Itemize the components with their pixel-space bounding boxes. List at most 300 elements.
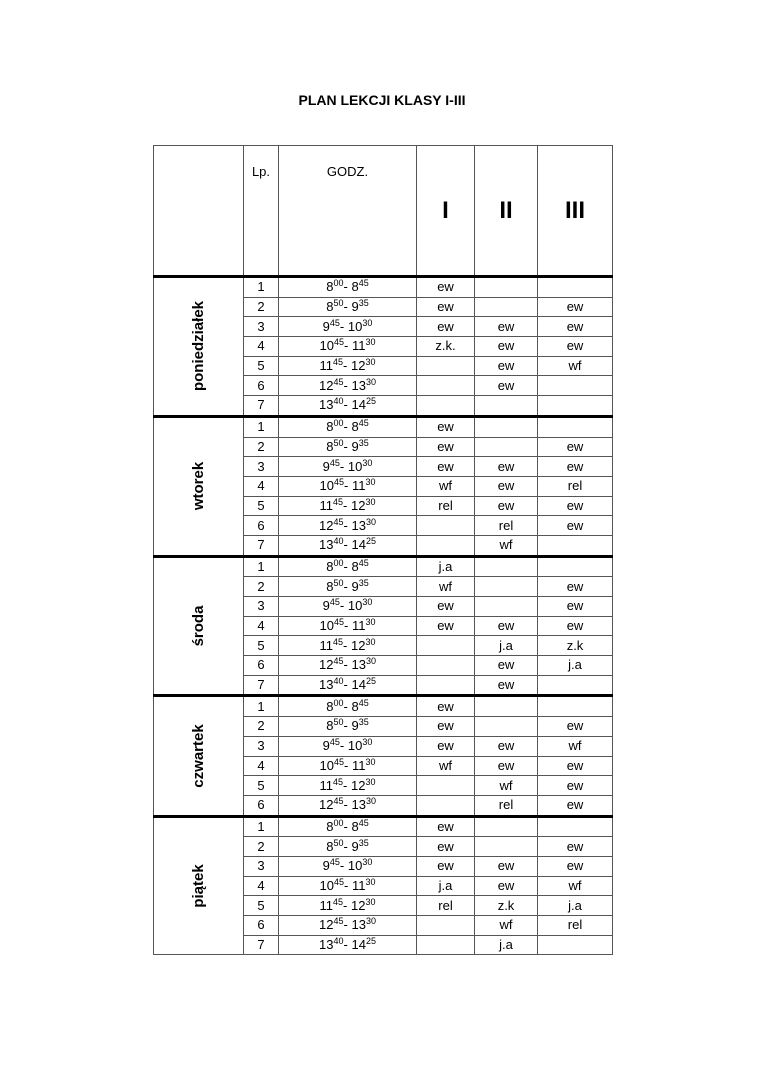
class-1-subject <box>417 935 475 955</box>
class-3-subject: ew <box>538 577 613 597</box>
class-3-subject: ew <box>538 457 613 477</box>
time-eh: 8 <box>351 698 359 714</box>
time-sh: 10 <box>319 877 334 893</box>
class-2-subject: ew <box>475 337 538 357</box>
lesson-number: 1 <box>244 696 279 717</box>
time-sm: 45 <box>329 457 340 468</box>
lesson-time <box>279 416 417 437</box>
lesson-time <box>279 935 417 955</box>
class-1-subject: ew <box>417 837 475 857</box>
lesson-time <box>279 476 417 496</box>
class-2-subject: ew <box>475 656 538 676</box>
time-sh: 9 <box>322 458 330 474</box>
class-1-subject: wf <box>417 756 475 776</box>
time-sep: - <box>344 618 352 634</box>
lesson-time <box>279 577 417 597</box>
table-row <box>154 556 613 577</box>
lesson-time <box>279 816 417 837</box>
class-1-subject <box>417 396 475 417</box>
class-1-subject <box>417 516 475 536</box>
time-sh: 8 <box>326 698 334 714</box>
time-sm: 45 <box>333 496 344 507</box>
class-3-subject <box>538 416 613 437</box>
lesson-time <box>279 616 417 636</box>
time-sh: 11 <box>319 777 334 793</box>
day-label: piątek <box>189 864 207 908</box>
class-2-subject: ew <box>475 317 538 337</box>
time-eh: 10 <box>347 458 363 474</box>
class-3-subject: ew <box>538 516 613 536</box>
time-sh: 12 <box>319 797 334 813</box>
time-em: 30 <box>365 896 376 907</box>
lesson-time <box>279 736 417 756</box>
class-1-subject: ew <box>417 457 475 477</box>
time-sep: - <box>343 558 352 574</box>
header-row <box>154 146 613 277</box>
class-3-subject: ew <box>538 337 613 357</box>
time-sh: 13 <box>319 937 334 953</box>
lesson-number: 5 <box>244 896 279 916</box>
class-1-subject: ew <box>417 717 475 737</box>
class-2-subject: j.a <box>475 935 538 955</box>
time-sep: - <box>343 578 352 594</box>
time-sm: 00 <box>333 697 344 708</box>
class-3-subject: ew <box>538 776 613 796</box>
time-sh: 12 <box>319 917 334 933</box>
time-sep: - <box>343 358 351 374</box>
lesson-time <box>279 277 417 298</box>
time-sep: - <box>343 419 352 435</box>
time-em: 30 <box>362 457 373 468</box>
time-em: 30 <box>365 376 376 387</box>
time-sm: 45 <box>333 376 344 387</box>
class-1-subject: ew <box>417 856 475 876</box>
class-3-subject: ew <box>538 297 613 317</box>
class-3-subject: wf <box>538 876 613 896</box>
time-em: 30 <box>365 357 376 368</box>
header-class-3: III <box>538 146 613 277</box>
lesson-time <box>279 675 417 696</box>
class-3-subject <box>538 696 613 717</box>
time-em: 30 <box>365 617 376 628</box>
time-sep: - <box>343 897 351 913</box>
header-day-cell <box>154 146 244 277</box>
lesson-number: 3 <box>244 856 279 876</box>
lesson-number: 3 <box>244 317 279 337</box>
time-sh: 8 <box>326 838 334 854</box>
lesson-time <box>279 556 417 577</box>
class-1-subject: ew <box>417 696 475 717</box>
time-eh: 12 <box>350 497 366 513</box>
lesson-number: 7 <box>244 535 279 556</box>
lesson-time <box>279 376 417 396</box>
lesson-time <box>279 717 417 737</box>
class-1-subject: ew <box>417 317 475 337</box>
time-eh: 11 <box>351 618 366 634</box>
lesson-time <box>279 337 417 357</box>
time-sh: 9 <box>322 318 330 334</box>
class-3-subject: ew <box>538 437 613 457</box>
time-eh: 10 <box>347 738 363 754</box>
table-row <box>154 416 613 437</box>
class-1-subject <box>417 535 475 556</box>
lesson-number: 1 <box>244 816 279 837</box>
class-1-subject: rel <box>417 896 475 916</box>
time-eh: 14 <box>351 397 366 413</box>
class-1-subject: ew <box>417 597 475 617</box>
time-sm: 45 <box>333 337 344 348</box>
time-em: 30 <box>362 317 373 328</box>
class-1-subject: wf <box>417 577 475 597</box>
time-sh: 8 <box>326 279 334 295</box>
table-row <box>154 696 613 717</box>
time-sm: 45 <box>333 617 344 628</box>
class-3-subject: ew <box>538 856 613 876</box>
time-em: 30 <box>365 916 376 927</box>
header-class-1: I <box>417 146 475 277</box>
time-eh: 8 <box>351 279 359 295</box>
lesson-number: 6 <box>244 795 279 816</box>
time-em: 30 <box>362 737 373 748</box>
time-sm: 40 <box>333 936 344 947</box>
day-cell <box>154 277 244 417</box>
class-3-subject: rel <box>538 916 613 936</box>
class-2-subject: ew <box>475 476 538 496</box>
class-3-subject <box>538 376 613 396</box>
time-sm: 40 <box>333 396 344 407</box>
time-em: 30 <box>362 857 373 868</box>
class-2-subject <box>475 717 538 737</box>
time-sh: 13 <box>319 677 334 693</box>
day-label: poniedziałek <box>189 301 207 392</box>
lesson-time <box>279 837 417 857</box>
time-eh: 14 <box>351 677 366 693</box>
time-sh: 11 <box>319 497 334 513</box>
class-3-subject <box>538 556 613 577</box>
time-sh: 12 <box>319 517 334 533</box>
header-class-2: II <box>475 146 538 277</box>
class-1-subject <box>417 795 475 816</box>
class-1-subject <box>417 656 475 676</box>
time-sm: 50 <box>333 717 344 728</box>
time-sep: - <box>343 838 352 854</box>
time-eh: 10 <box>347 598 363 614</box>
class-1-subject <box>417 636 475 656</box>
lesson-number: 2 <box>244 837 279 857</box>
time-eh: 12 <box>350 897 366 913</box>
time-sep: - <box>343 517 352 533</box>
lesson-time <box>279 756 417 776</box>
time-em: 35 <box>358 717 369 728</box>
time-em: 30 <box>365 337 376 348</box>
page-title: PLAN LEKCJI KLASY I-III <box>298 92 466 108</box>
class-3-subject: ew <box>538 317 613 337</box>
time-eh: 11 <box>351 757 366 773</box>
lesson-number: 7 <box>244 396 279 417</box>
time-sep: - <box>343 299 352 315</box>
class-3-subject: j.a <box>538 656 613 676</box>
class-2-subject <box>475 696 538 717</box>
time-sep: - <box>343 537 352 553</box>
time-sh: 10 <box>319 478 334 494</box>
table-row <box>154 816 613 837</box>
class-2-subject: ew <box>475 675 538 696</box>
class-2-subject: wf <box>475 916 538 936</box>
time-sep: - <box>344 757 352 773</box>
class-2-subject <box>475 277 538 298</box>
class-3-subject <box>538 277 613 298</box>
class-3-subject: ew <box>538 597 613 617</box>
lesson-number: 5 <box>244 636 279 656</box>
time-em: 45 <box>358 817 369 828</box>
time-eh: 12 <box>350 637 366 653</box>
time-em: 30 <box>365 796 376 807</box>
class-2-subject: wf <box>475 535 538 556</box>
class-1-subject: rel <box>417 496 475 516</box>
day-cell <box>154 416 244 556</box>
lesson-number: 2 <box>244 717 279 737</box>
day-label: środa <box>189 605 207 647</box>
time-em: 30 <box>365 776 376 787</box>
class-1-subject: ew <box>417 277 475 298</box>
time-sep: - <box>343 397 352 413</box>
class-3-subject: ew <box>538 717 613 737</box>
class-2-subject: ew <box>475 856 538 876</box>
lesson-number: 4 <box>244 337 279 357</box>
time-sep: - <box>339 598 348 614</box>
time-sep: - <box>343 818 352 834</box>
time-eh: 9 <box>351 438 359 454</box>
time-sep: - <box>344 877 352 893</box>
time-eh: 10 <box>347 858 363 874</box>
time-sm: 50 <box>333 837 344 848</box>
time-sh: 8 <box>326 718 334 734</box>
lesson-number: 6 <box>244 376 279 396</box>
class-3-subject: z.k <box>538 636 613 656</box>
time-sh: 8 <box>326 558 334 574</box>
time-sep: - <box>343 718 352 734</box>
class-2-subject: ew <box>475 876 538 896</box>
class-1-subject: ew <box>417 297 475 317</box>
lesson-time <box>279 496 417 516</box>
time-eh: 9 <box>351 299 359 315</box>
time-em: 30 <box>362 597 373 608</box>
time-sh: 8 <box>326 438 334 454</box>
lesson-number: 6 <box>244 516 279 536</box>
time-em: 45 <box>358 418 369 429</box>
lesson-number: 3 <box>244 597 279 617</box>
time-em: 30 <box>365 516 376 527</box>
class-2-subject: ew <box>475 736 538 756</box>
lesson-number: 4 <box>244 616 279 636</box>
time-sm: 50 <box>333 298 344 309</box>
class-2-subject <box>475 396 538 417</box>
table-row <box>154 277 613 298</box>
class-3-subject: rel <box>538 476 613 496</box>
lesson-time <box>279 896 417 916</box>
time-sep: - <box>339 738 348 754</box>
time-sep: - <box>343 917 352 933</box>
time-eh: 13 <box>351 517 366 533</box>
lesson-time <box>279 916 417 936</box>
time-em: 25 <box>365 536 376 547</box>
class-2-subject <box>475 837 538 857</box>
class-2-subject <box>475 297 538 317</box>
time-sm: 00 <box>333 418 344 429</box>
time-em: 30 <box>365 496 376 507</box>
lesson-number: 1 <box>244 416 279 437</box>
time-sh: 10 <box>319 338 334 354</box>
time-sep: - <box>344 338 352 354</box>
lesson-number: 3 <box>244 736 279 756</box>
time-sm: 45 <box>329 857 340 868</box>
time-eh: 13 <box>351 917 366 933</box>
class-2-subject <box>475 577 538 597</box>
time-sep: - <box>343 777 351 793</box>
time-sh: 13 <box>319 397 334 413</box>
time-sh: 8 <box>326 419 334 435</box>
time-sep: - <box>343 279 352 295</box>
lesson-number: 3 <box>244 457 279 477</box>
class-2-subject: ew <box>475 616 538 636</box>
lesson-number: 4 <box>244 476 279 496</box>
time-sep: - <box>339 318 348 334</box>
time-em: 30 <box>365 876 376 887</box>
time-sh: 13 <box>319 537 334 553</box>
time-sep: - <box>343 657 352 673</box>
time-sh: 11 <box>319 637 334 653</box>
lesson-time <box>279 856 417 876</box>
time-sm: 45 <box>329 597 340 608</box>
time-eh: 11 <box>351 478 366 494</box>
time-sep: - <box>343 797 352 813</box>
lesson-time <box>279 297 417 317</box>
class-3-subject <box>538 396 613 417</box>
time-sh: 11 <box>319 897 334 913</box>
day-cell <box>154 696 244 816</box>
time-sm: 50 <box>333 437 344 448</box>
time-eh: 10 <box>347 318 363 334</box>
time-sh: 8 <box>326 578 334 594</box>
time-sep: - <box>343 438 352 454</box>
time-eh: 12 <box>350 777 366 793</box>
time-eh: 13 <box>351 657 366 673</box>
time-sh: 8 <box>326 818 334 834</box>
class-2-subject <box>475 437 538 457</box>
lesson-time <box>279 656 417 676</box>
class-2-subject: ew <box>475 457 538 477</box>
class-3-subject: ew <box>538 756 613 776</box>
time-sm: 45 <box>333 876 344 887</box>
time-em: 30 <box>365 477 376 488</box>
class-3-subject: wf <box>538 736 613 756</box>
class-2-subject: j.a <box>475 636 538 656</box>
time-sep: - <box>343 497 351 513</box>
time-sm: 45 <box>329 317 340 328</box>
time-sm: 45 <box>333 756 344 767</box>
time-eh: 14 <box>351 937 366 953</box>
class-1-subject: ew <box>417 616 475 636</box>
lesson-number: 2 <box>244 297 279 317</box>
lesson-number: 5 <box>244 776 279 796</box>
lesson-number: 6 <box>244 916 279 936</box>
lesson-number: 1 <box>244 277 279 298</box>
lesson-number: 1 <box>244 556 279 577</box>
lesson-time <box>279 876 417 896</box>
class-1-subject <box>417 916 475 936</box>
time-sm: 45 <box>333 656 344 667</box>
time-sm: 00 <box>333 278 344 289</box>
time-sm: 45 <box>333 916 344 927</box>
class-2-subject: ew <box>475 496 538 516</box>
class-3-subject: ew <box>538 496 613 516</box>
class-3-subject: ew <box>538 795 613 816</box>
time-em: 30 <box>365 656 376 667</box>
time-sm: 40 <box>333 676 344 687</box>
class-3-subject <box>538 816 613 837</box>
time-eh: 8 <box>351 818 359 834</box>
time-sh: 12 <box>319 657 334 673</box>
time-sm: 45 <box>329 737 340 748</box>
time-em: 35 <box>358 577 369 588</box>
time-sep: - <box>343 698 352 714</box>
class-1-subject <box>417 675 475 696</box>
time-sh: 9 <box>322 738 330 754</box>
lesson-number: 2 <box>244 577 279 597</box>
time-eh: 9 <box>351 578 359 594</box>
day-cell <box>154 556 244 696</box>
lesson-time <box>279 776 417 796</box>
lesson-time <box>279 317 417 337</box>
time-em: 25 <box>365 396 376 407</box>
class-1-subject: ew <box>417 816 475 837</box>
class-3-subject <box>538 535 613 556</box>
lesson-time <box>279 396 417 417</box>
time-em: 35 <box>358 298 369 309</box>
class-2-subject: ew <box>475 756 538 776</box>
time-sep: - <box>343 377 352 393</box>
time-em: 30 <box>365 756 376 767</box>
time-sm: 45 <box>333 896 344 907</box>
day-cell <box>154 816 244 955</box>
time-em: 35 <box>358 837 369 848</box>
class-1-subject: ew <box>417 736 475 756</box>
header-godz: GODZ. <box>279 146 417 277</box>
class-1-subject: j.a <box>417 876 475 896</box>
time-sm: 45 <box>333 796 344 807</box>
day-label: wtorek <box>189 462 207 511</box>
lesson-time <box>279 437 417 457</box>
time-sh: 10 <box>319 757 334 773</box>
lesson-number: 4 <box>244 756 279 776</box>
class-3-subject: wf <box>538 356 613 376</box>
time-sep: - <box>344 478 352 494</box>
class-3-subject: ew <box>538 837 613 857</box>
lesson-time <box>279 356 417 376</box>
time-eh: 12 <box>350 358 366 374</box>
class-2-subject: wf <box>475 776 538 796</box>
time-sm: 00 <box>333 817 344 828</box>
lesson-number: 7 <box>244 935 279 955</box>
time-em: 25 <box>365 936 376 947</box>
header-lp: Lp. <box>244 146 279 277</box>
time-eh: 11 <box>351 877 366 893</box>
time-eh: 8 <box>351 558 359 574</box>
time-sm: 50 <box>333 577 344 588</box>
class-2-subject: ew <box>475 356 538 376</box>
time-em: 30 <box>365 636 376 647</box>
day-label: czwartek <box>189 724 207 788</box>
